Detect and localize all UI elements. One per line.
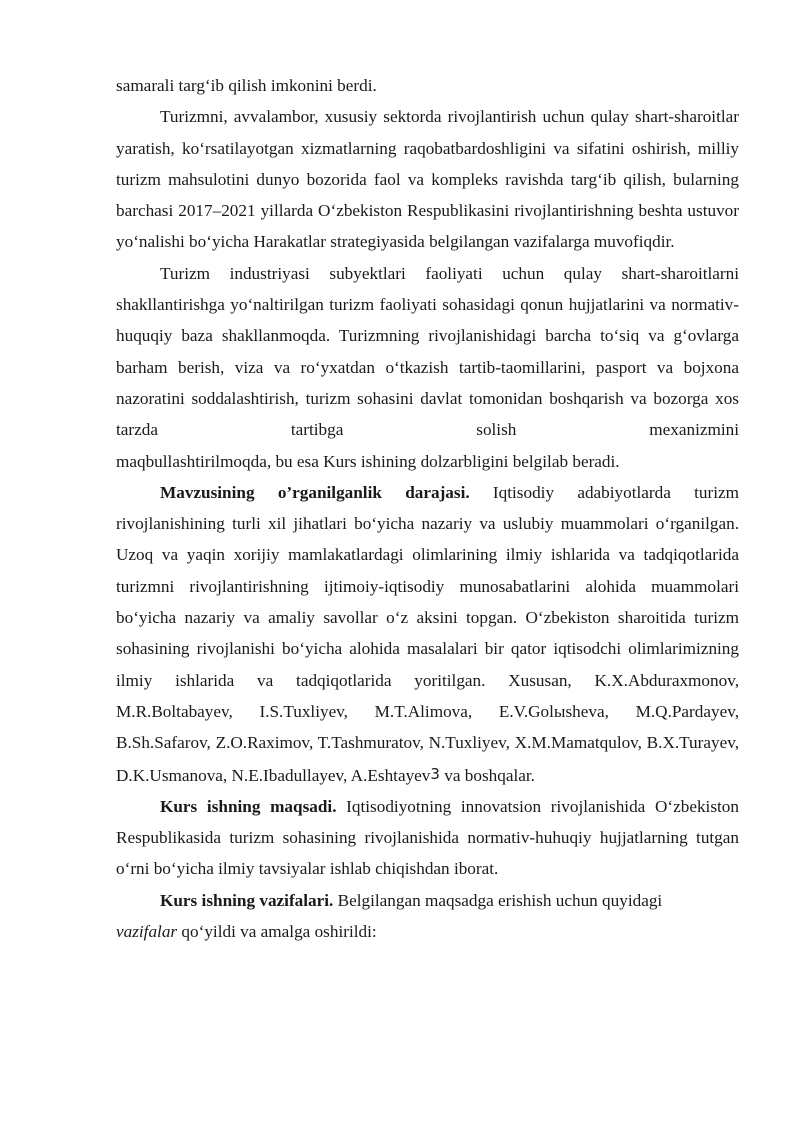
tasks-italic-word: vazifalar xyxy=(116,922,178,942)
section-heading-course-tasks: Kurs ishning vazifalari. xyxy=(160,890,334,910)
tasks-end-text: qo‘yildi va amalga oshirildi: xyxy=(177,922,377,942)
paragraph-turizm-strategy: Turizmni, avvalambor, xususiy sektorda rivojlantirish uchun qulay shart-sharoitlar yaratish, ko‘rsatilayotgan xizmatlarning raqobatbardoshligini va sifatini oshirish, milliy turizm mahsulotini dunyo bozorida faol va kompleks ravishda targ‘ib qilish, bularning barchasi 2017–2021 yillarda O‘zbekiston Respublikasini rivojlantirishning beshta ustuvor yo‘nalishi bo‘yicha Harakatlar strategiyasida belgilangan vazifalarga muvofiqdir. xyxy=(116,107,739,252)
research-degree-text: Iqtisodiy adabiyotlarda turizm rivojlanishining turli xil jihatlari bo‘yicha nazariy va uslubiy muammolari o‘rganilgan. Uzoq va yaqin xorijiy mamlakatlardagi olimlarining ilmiy ishlarida va tadqiqotlarida turizmni rivojlantirishning ijtimoiy-iqtisodiy munosabatlarini alohida muammolari bo‘yicha nazariy va amaliy savollar o‘z aksini topgan. O‘zbekiston sharoitida turizm sohasining rivojlanishi bo‘yicha alohida masalalari bir qator iqtisodchi olimlarimizning ilmiy ishlarida va tadqiqotlarida yoritilgan. Xususan, K.X.Abduraxmonov, M.R.Boltabayev, I.S.Tuxliyev, M.T.Alimova, E.V.Golыsheva, M.Q.Pardayev, B.Sh.Safarov, Z.O.Raximov, T.Tashmuratov, N.Tuxliyev, X.M.Mamatqulov, B.X.Turayev, D.K.Usmanova, N.E.Ibadullayev, A.Eshtayev xyxy=(116,482,739,785)
paragraph-turizm-industry-end: maqbullashtirilmoqda, bu esa Kurs ishining dolzarbligini belgilab beradi. xyxy=(116,451,620,471)
paragraph-turizm-industry: Turizm industriyasi subyektlari faoliyati uchun qulay shart-sharoitlarni shakllantirishga yo‘naltirilgan turizm faoliyati sohasidagi qonun hujjatlarini va normativ-huquqiy baza shakllanmoqda. Turizmning rivojlanishidagi barcha to‘siq va g‘ovlarga barham berish, viza va ro‘yxatdan o‘tkazish tartib-taomillarini, pasport va bojxona nazoratini soddalashtirish, turizm sohasini davlat tomonidan boshqarish va bozorga xos tarzda tartibga solish mexanizmini xyxy=(116,263,739,440)
section-heading-course-goal: Kurs ishning maqsadi. xyxy=(160,796,337,816)
paragraph-research-degree xyxy=(116,477,739,791)
paragraph-course-goal xyxy=(116,791,739,885)
section-heading-research-degree: Mavzusining o’rganilganlik darajasi. xyxy=(160,482,470,502)
footnote-marker[interactable]: 3 xyxy=(430,764,440,783)
paragraph-course-tasks-end xyxy=(116,916,739,947)
course-goal-text: Iqtisodiyotning innovatsion rivojlanishida O‘zbekiston Respublikasida turizm sohasining rivojlanishida normativ-huhuqiy hujjatlarning tutgan o‘rni bo‘yicha ilmiy tavsiyalar ishlab chiqishdan iborat. xyxy=(116,796,739,879)
paragraph-continuation: samarali targ‘ib qilish imkonini berdi. xyxy=(116,76,377,95)
research-degree-end: va boshqalar. xyxy=(439,765,535,785)
course-tasks-text: Belgilangan maqsadga erishish uchun quyidagi xyxy=(333,890,663,910)
paragraph-course-tasks xyxy=(116,885,739,916)
document-page xyxy=(116,70,739,947)
